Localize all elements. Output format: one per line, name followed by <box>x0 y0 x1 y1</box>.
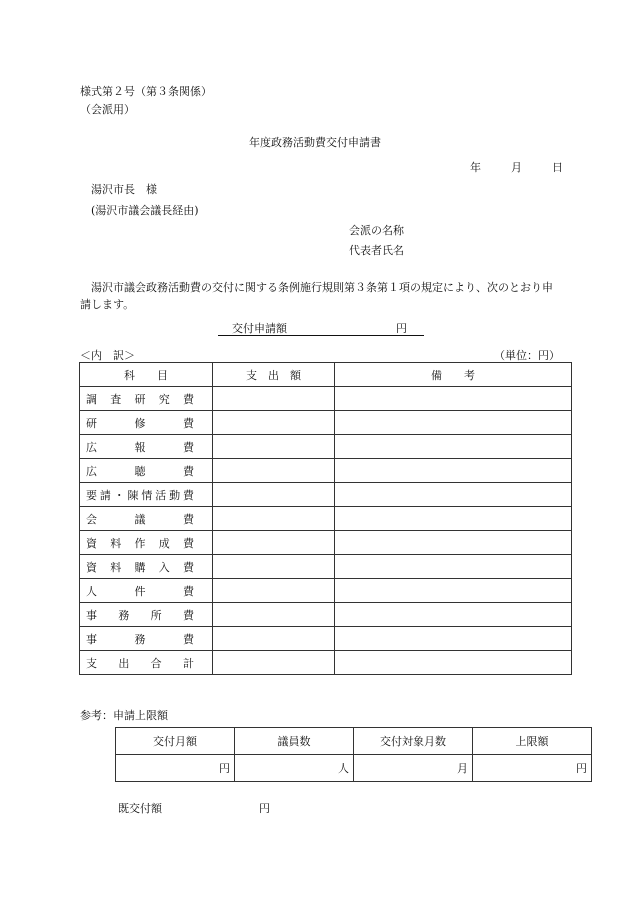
row-amount-cell[interactable] <box>213 531 335 555</box>
limit-header-cell: 議員数 <box>235 728 354 755</box>
row-label-text: 支 出 合 計 <box>86 656 194 670</box>
row-remarks-cell[interactable] <box>335 483 572 507</box>
row-label <box>80 435 213 459</box>
table-row <box>80 459 572 483</box>
row-label-text: 人 件 費 <box>86 584 194 598</box>
faction-name-label: 会派の名称 <box>349 224 404 237</box>
previous-amount-label: 既交付額 <box>118 802 162 815</box>
limit-header-row <box>116 728 592 755</box>
limit-value-cell[interactable]: 人 <box>235 755 354 782</box>
row-label <box>80 627 213 651</box>
breakdown-table <box>79 362 572 675</box>
header-remarks: 備 考 <box>335 363 572 387</box>
limit-header-cell: 交付対象月数 <box>354 728 473 755</box>
row-remarks-cell[interactable] <box>335 387 572 411</box>
row-label-text: 広 報 費 <box>86 440 194 454</box>
row-label-text: 要 請 ・ 陳 情 活 動 費 <box>86 488 194 502</box>
row-label <box>80 507 213 531</box>
table-row <box>80 651 572 675</box>
row-label-text: 資 料 購 入 費 <box>86 560 194 574</box>
row-amount-cell[interactable] <box>213 435 335 459</box>
row-amount-cell[interactable] <box>213 411 335 435</box>
limit-header-cell: 上限額 <box>473 728 592 755</box>
limit-table <box>115 727 592 782</box>
row-label <box>80 459 213 483</box>
row-remarks-cell[interactable] <box>335 603 572 627</box>
row-amount-cell[interactable] <box>213 387 335 411</box>
table-header-row <box>80 363 572 387</box>
header-item: 科 目 <box>80 363 213 387</box>
form-number: 様式第２号（第３条関係） <box>80 85 212 98</box>
date-month: 月 <box>511 161 522 174</box>
row-label-text: 調 査 研 究 費 <box>86 392 194 406</box>
document-title: 年度政務活動費交付申請書 <box>249 136 381 149</box>
row-label-text: 資 料 作 成 費 <box>86 536 194 550</box>
row-remarks-cell[interactable] <box>335 411 572 435</box>
row-label <box>80 651 213 675</box>
row-label-text: 研 修 費 <box>86 416 194 430</box>
row-remarks-cell[interactable] <box>335 531 572 555</box>
date-day: 日 <box>552 161 563 174</box>
row-amount-cell[interactable] <box>213 651 335 675</box>
table-row <box>80 483 572 507</box>
application-statement: 湯沢市議会政務活動費の交付に関する条例施行規則第３条第１項の規定により、次のとおり申請します。 <box>80 281 553 311</box>
table-row <box>80 627 572 651</box>
table-row <box>80 387 572 411</box>
table-row <box>80 579 572 603</box>
row-remarks-cell[interactable] <box>335 627 572 651</box>
row-label <box>80 603 213 627</box>
row-amount-cell[interactable] <box>213 603 335 627</box>
date-line <box>470 159 563 175</box>
addressee-mayor: 湯沢市長 様 <box>91 183 157 196</box>
application-amount-line <box>218 320 424 336</box>
table-row <box>80 555 572 579</box>
row-amount-cell[interactable] <box>213 579 335 603</box>
table-row <box>80 531 572 555</box>
date-year: 年 <box>470 161 481 174</box>
row-remarks-cell[interactable] <box>335 555 572 579</box>
row-amount-cell[interactable] <box>213 507 335 531</box>
application-amount-label: 交付申請額 <box>232 322 287 335</box>
row-label-text: 事 務 所 費 <box>86 608 194 622</box>
row-label <box>80 555 213 579</box>
row-remarks-cell[interactable] <box>335 459 572 483</box>
table-row <box>80 411 572 435</box>
row-label-text: 会 議 費 <box>86 512 194 526</box>
row-remarks-cell[interactable] <box>335 579 572 603</box>
row-amount-cell[interactable] <box>213 459 335 483</box>
row-remarks-cell[interactable] <box>335 435 572 459</box>
row-label <box>80 483 213 507</box>
representative-label: 代表者氏名 <box>349 244 404 257</box>
row-amount-cell[interactable] <box>213 483 335 507</box>
limit-header-cell: 交付月額 <box>116 728 235 755</box>
row-label <box>80 531 213 555</box>
row-label-text: 広 聴 費 <box>86 464 194 478</box>
row-remarks-cell[interactable] <box>335 507 572 531</box>
form-type-label: （会派用） <box>80 103 135 116</box>
row-label <box>80 387 213 411</box>
table-row <box>80 507 572 531</box>
addressee-via: (湯沢市議会議長経由) <box>91 204 199 217</box>
limit-value-cell[interactable]: 円 <box>473 755 592 782</box>
row-label <box>80 411 213 435</box>
limit-value-row <box>116 755 592 782</box>
previous-amount-unit: 円 <box>259 802 270 815</box>
row-remarks-cell[interactable] <box>335 651 572 675</box>
limit-value-cell[interactable]: 円 <box>116 755 235 782</box>
row-label-text: 事 務 費 <box>86 632 194 646</box>
row-amount-cell[interactable] <box>213 627 335 651</box>
unit-label: （単位：円） <box>494 349 560 362</box>
header-amount: 支 出 額 <box>213 363 335 387</box>
row-amount-cell[interactable] <box>213 555 335 579</box>
limit-value-cell[interactable]: 月 <box>354 755 473 782</box>
table-row <box>80 435 572 459</box>
reference-label: 参考：申請上限額 <box>80 709 168 722</box>
row-label <box>80 579 213 603</box>
breakdown-label: ＜内 訳＞ <box>80 349 135 362</box>
table-row <box>80 603 572 627</box>
application-amount-unit: 円 <box>396 322 407 335</box>
